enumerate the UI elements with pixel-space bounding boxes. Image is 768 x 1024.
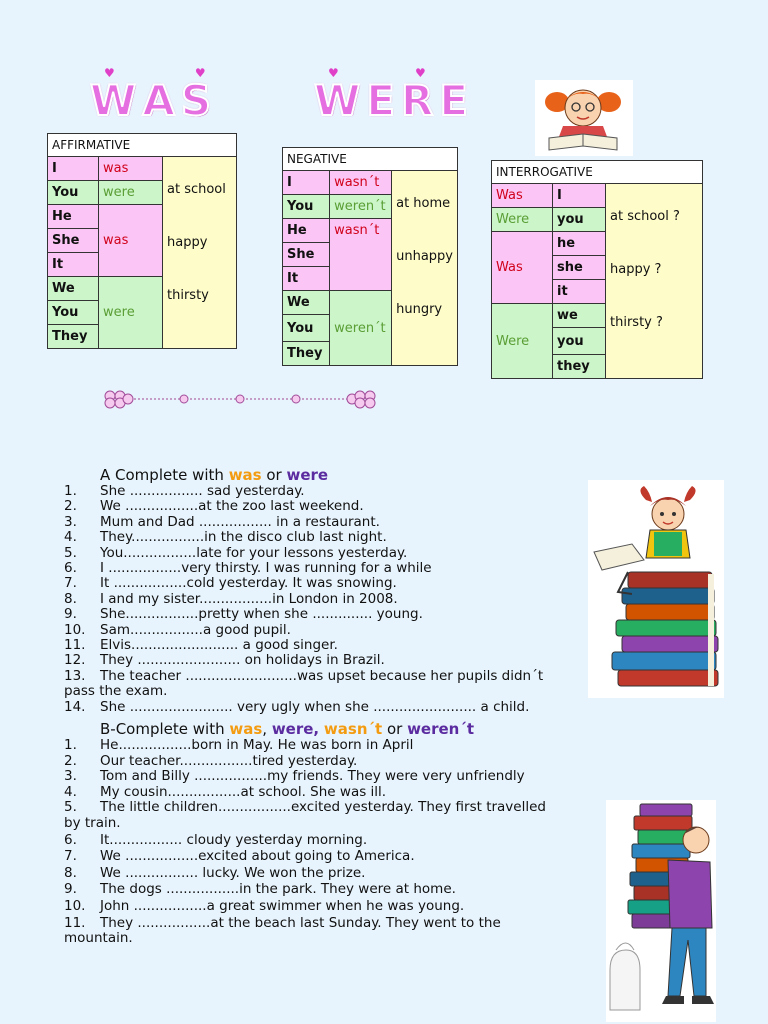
list-item: 14. She ........................ very ugly when she ........................ a child.	[64, 698, 530, 715]
list-item: 1. He.................born in May. He was born in April	[64, 737, 414, 753]
heart-icon: ♥	[194, 66, 212, 80]
aff-complements	[163, 157, 237, 349]
list-item: 11. They .................at the beach last Sunday. They went to the mountain.	[64, 916, 590, 947]
list-item: 12. They ........................ on holidays in Brazil.	[64, 652, 385, 669]
int-complement-3: thirsty ?	[610, 315, 663, 330]
int-pronoun-they: they	[553, 355, 606, 379]
int-complements	[606, 184, 703, 379]
aff-verb-were: were	[99, 181, 163, 205]
title-was	[90, 66, 218, 125]
neg-verb-werent: weren´t	[330, 195, 392, 219]
list-item: 1. She ................. sad yesterday.	[64, 483, 305, 499]
interrogative-header: INTERROGATIVE	[492, 161, 703, 184]
girl-reading-illustration	[535, 80, 633, 156]
neg-complement-1: at home	[396, 196, 451, 211]
girl-on-books-illustration	[588, 480, 724, 698]
list-item: 7. It .................cold yesterday. It was snowing.	[64, 575, 397, 592]
int-pronoun-i: I	[553, 184, 606, 208]
list-item: 8. We ................. lucky. We won the prize.	[64, 864, 366, 881]
item-5-continuation: by train.	[64, 814, 121, 831]
int-pronoun-you: you	[553, 208, 606, 232]
boy-carrying-books-illustration	[606, 800, 716, 1022]
neg-pronoun-you: You	[283, 195, 330, 219]
neg-pronoun-she: She	[283, 243, 330, 267]
neg-complements	[392, 171, 458, 366]
aff-complement-2: happy	[167, 235, 208, 250]
int-verb-were: Were	[492, 208, 553, 232]
title-were	[314, 66, 475, 125]
keyword-were: were	[286, 466, 329, 484]
negative-table	[282, 147, 458, 366]
int-verb-were-group: Were	[492, 304, 553, 379]
affirmative-header: AFFIRMATIVE	[48, 134, 237, 157]
interrogative-table	[491, 160, 703, 379]
neg-complement-2: unhappy	[396, 249, 453, 264]
neg-verb-werent-group: weren´t	[330, 291, 392, 366]
list-item: 5. The little children.................excited yesterday. They first travelled by train.	[64, 800, 590, 831]
neg-pronoun-they: They	[283, 342, 330, 366]
list-item: 6. It................. cloudy yesterday morning.	[64, 831, 368, 848]
title-was-text: W ♥ AS ♥	[90, 66, 218, 125]
keyword-were: were,	[271, 720, 320, 738]
keyword-wasnt: wasn´t	[323, 720, 383, 738]
exercise-a-instruction: Complete with	[110, 466, 229, 484]
int-pronoun-it: it	[553, 280, 606, 304]
list-item: 6. I .................very thirsty. I was running for a while	[64, 560, 432, 577]
heart-icon: ♥	[104, 66, 121, 80]
neg-verb-wasnt: wasn´t	[330, 171, 392, 195]
aff-complement-1: at school	[167, 182, 226, 197]
list-item: 5. You.................late for your lessons yesterday.	[64, 544, 408, 561]
flower-divider	[100, 388, 380, 410]
heart-icon: ♥	[328, 66, 345, 80]
neg-pronoun-you-plural: You	[283, 315, 330, 342]
neg-verb-wasnt-group: wasn´t	[330, 219, 392, 291]
int-complement-1: at school ?	[610, 209, 680, 224]
aff-verb-was-group: was	[99, 205, 163, 277]
neg-pronoun-we: We	[283, 291, 330, 315]
item-11-continuation: mountain.	[64, 930, 133, 947]
exercise-b	[64, 721, 590, 947]
exercise-b-heading: B-Complete with was, were, wasn´t or weren´t	[100, 720, 475, 738]
keyword-werent: weren´t	[407, 720, 475, 738]
int-pronoun-he: he	[553, 232, 606, 256]
aff-pronoun-they: They	[48, 325, 99, 349]
int-pronoun-you-plural: you	[553, 328, 606, 355]
list-item: 2. We .................at the zoo last weekend.	[64, 498, 364, 515]
int-complement-2: happy ?	[610, 262, 662, 277]
int-pronoun-we: we	[553, 304, 606, 328]
exercise-a-letter: A	[100, 466, 111, 484]
exercise-a-or: or	[261, 466, 287, 484]
heart-icon: ♥	[415, 66, 432, 80]
neg-pronoun-i: I	[283, 171, 330, 195]
aff-verb-were-group: were	[99, 277, 163, 349]
list-item: 10. John .................a great swimmer when he was young.	[64, 897, 465, 914]
aff-pronoun-i: I	[48, 157, 99, 181]
neg-pronoun-he: He	[283, 219, 330, 243]
list-item: 3. Mum and Dad ................. in a restaurant.	[64, 513, 380, 530]
aff-pronoun-it: It	[48, 253, 99, 277]
neg-complement-3: hungry	[396, 302, 443, 317]
aff-pronoun-we: We	[48, 277, 99, 301]
list-item: 4. My cousin.................at school. She was ill.	[64, 783, 387, 800]
list-item: 13. The teacher ..........................was upset because her pupils didn´t pass the exam.	[64, 669, 590, 700]
exercise-a	[64, 467, 590, 715]
keyword-was: was	[228, 466, 262, 484]
exercise-a-heading	[64, 467, 590, 484]
item-13-continuation: pass the exam.	[64, 683, 168, 700]
aff-verb-was: was	[99, 157, 163, 181]
int-pronoun-she: she	[553, 256, 606, 280]
int-verb-was-group: Was	[492, 232, 553, 304]
aff-pronoun-you: You	[48, 181, 99, 205]
list-item: 9. She.................pretty when she .............. young.	[64, 606, 423, 623]
list-item: 11. Elvis......................... a good singer.	[64, 637, 338, 654]
list-item: 10. Sam.................a good pupil.	[64, 621, 291, 638]
aff-pronoun-she: She	[48, 229, 99, 253]
negative-header: NEGATIVE	[283, 148, 458, 171]
title-were-text: W ♥ ER ♥ E	[314, 66, 475, 125]
list-item: 3. Tom and Billy .................my friends. They were very unfriendly	[64, 768, 525, 785]
list-item: 7. We .................excited about going to America.	[64, 848, 415, 865]
int-verb-was: Was	[492, 184, 553, 208]
affirmative-table	[47, 133, 237, 349]
list-item: 8. I and my sister.................in London in 2008.	[64, 590, 398, 607]
neg-pronoun-it: It	[283, 267, 330, 291]
aff-complement-3: thirsty	[167, 288, 209, 303]
list-item: 2. Our teacher.................tired yesterday.	[64, 752, 358, 769]
list-item: 4. They.................in the disco club last night.	[64, 529, 387, 546]
keyword-was: was	[229, 720, 263, 738]
aff-pronoun-he: He	[48, 205, 99, 229]
list-item: 9. The dogs .................in the park. They were at home.	[64, 881, 456, 898]
exercise-b-letter: B-	[100, 720, 116, 738]
aff-pronoun-you-plural: You	[48, 301, 99, 325]
exercise-b-instruction: Complete with	[115, 720, 230, 738]
